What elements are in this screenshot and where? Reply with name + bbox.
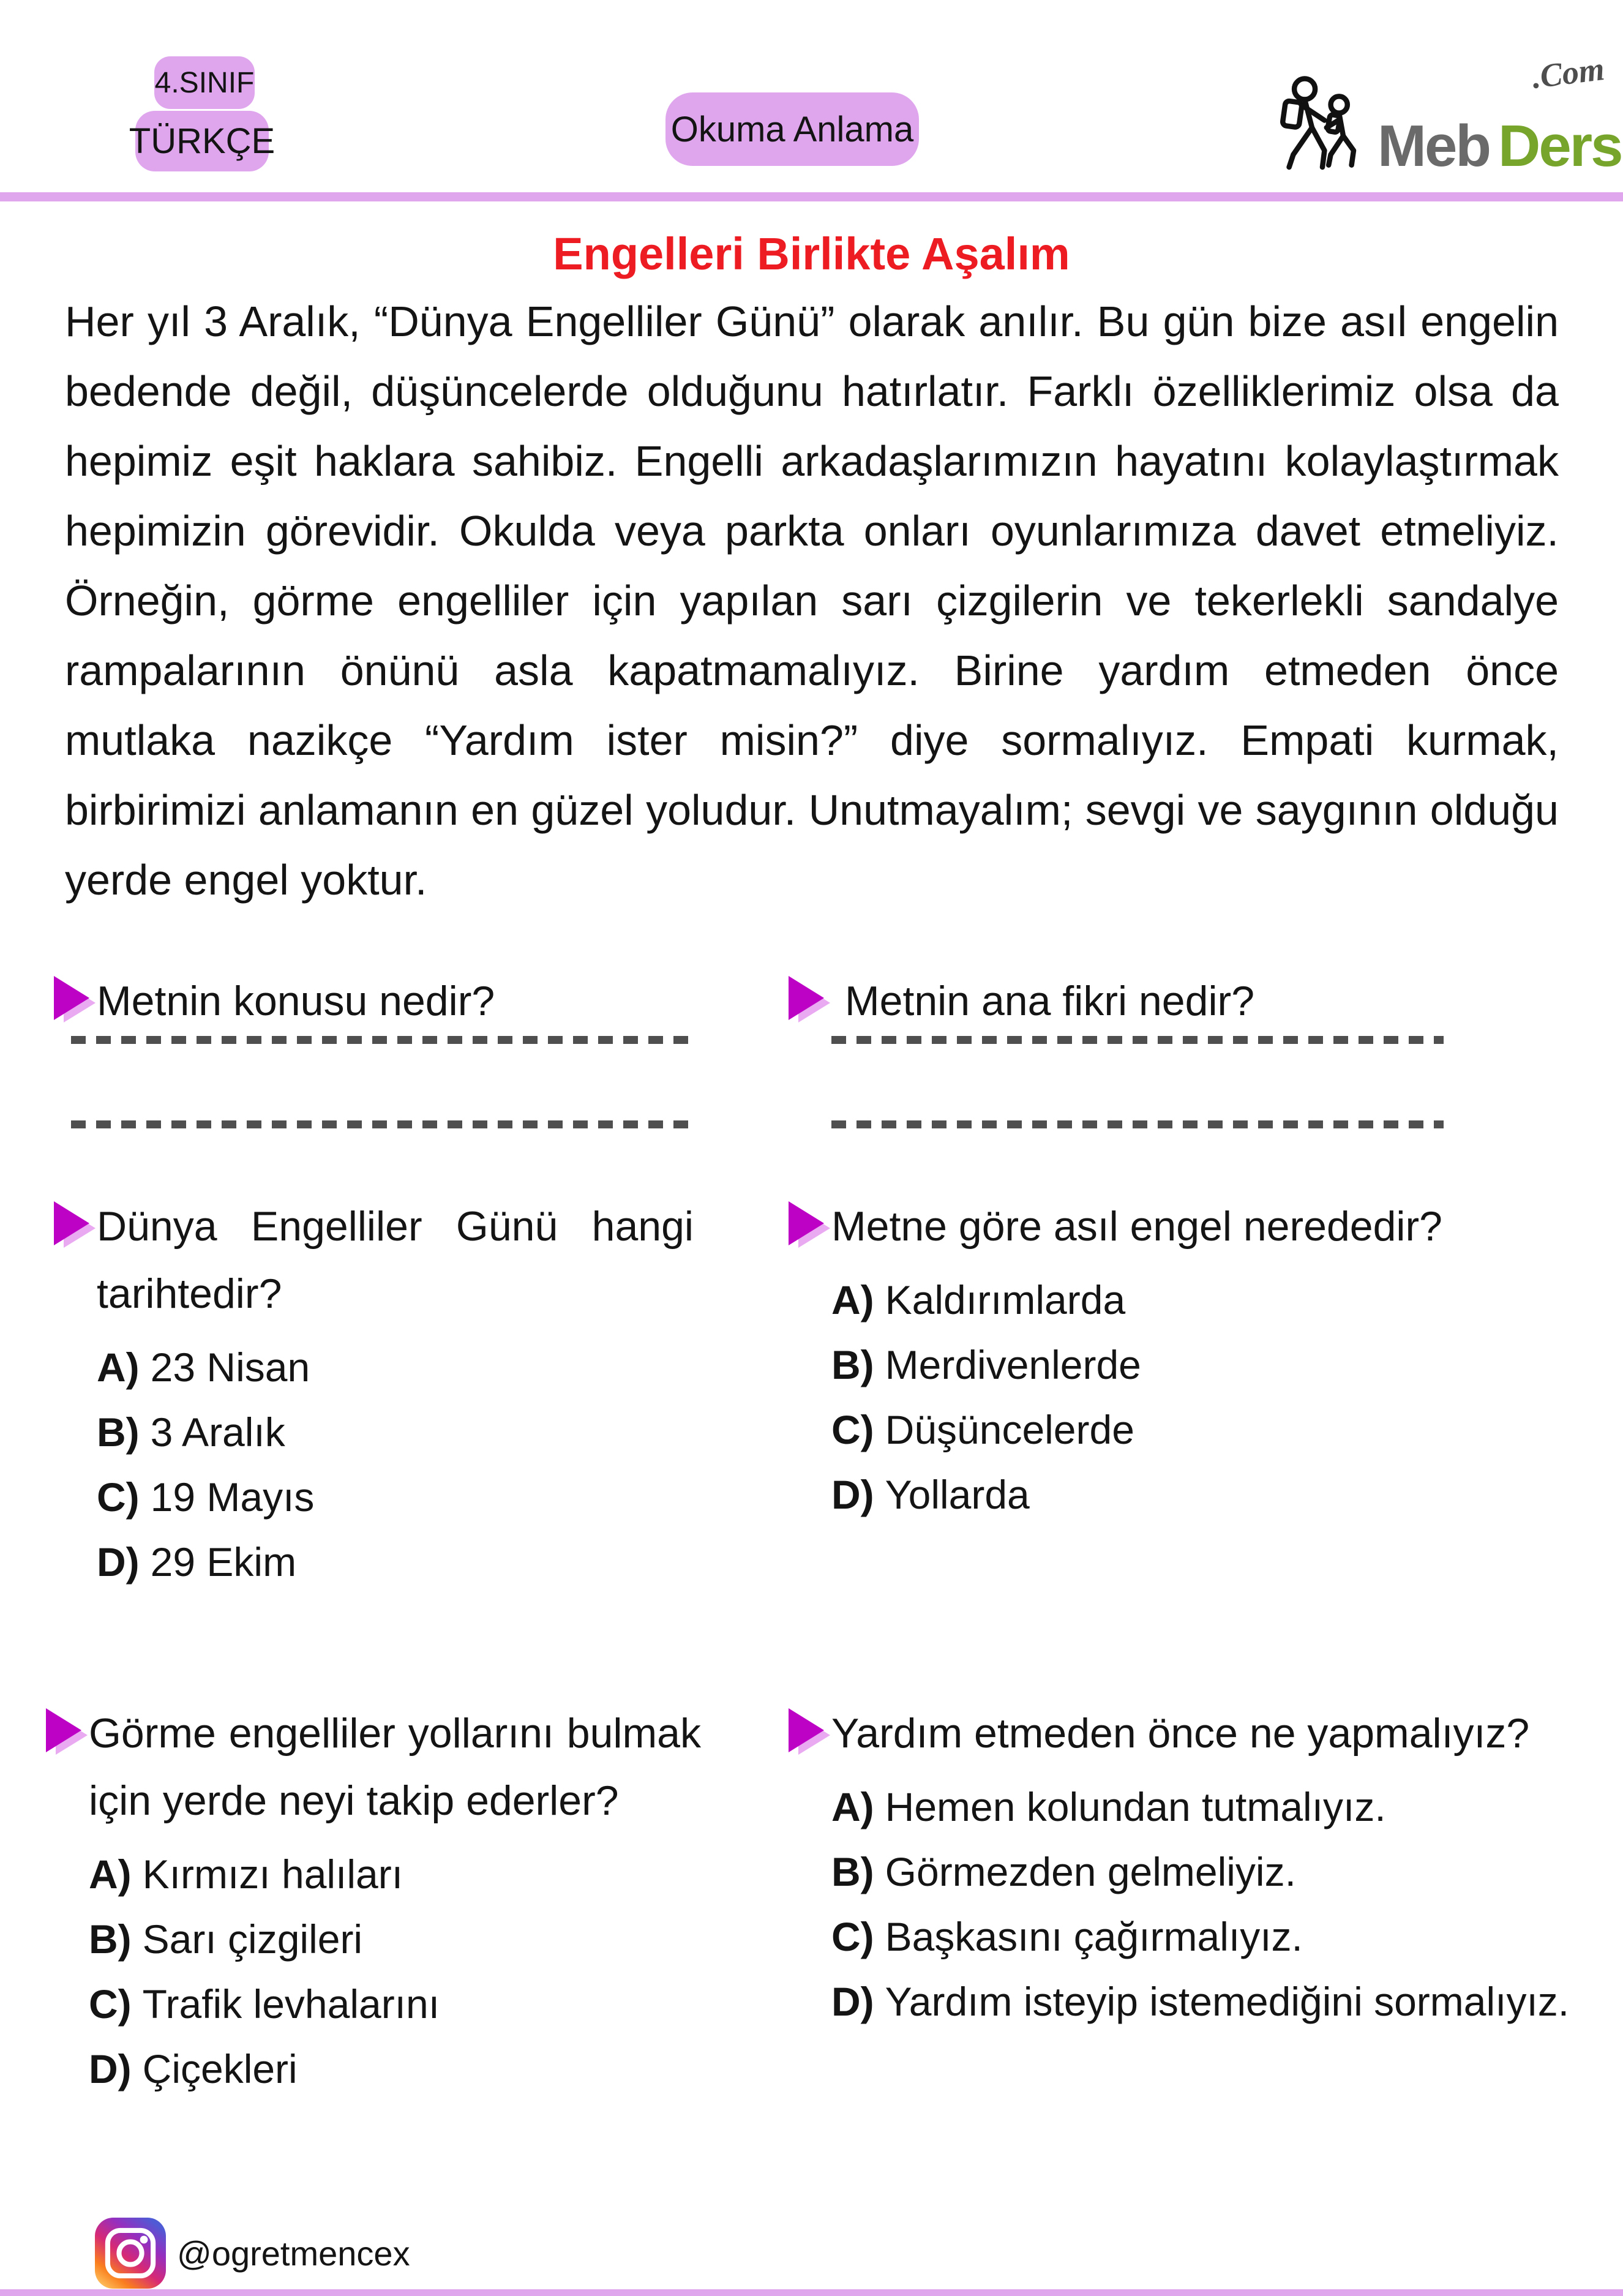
option-a: A) Kırmızı halıları bbox=[89, 1851, 403, 1897]
arrow-bullet-icon bbox=[789, 1708, 841, 1758]
header-separator bbox=[0, 192, 1623, 201]
options-list bbox=[46, 1842, 701, 2101]
arrow-bullet-icon bbox=[789, 976, 841, 1026]
answer-line bbox=[71, 1120, 689, 1128]
grade-badge: 4.SINIF bbox=[154, 56, 255, 109]
instagram-icon[interactable] bbox=[95, 2215, 166, 2292]
option-b: B) Merdivenlerde bbox=[831, 1342, 1141, 1387]
question-label: Metne göre asıl engel nerededir? bbox=[831, 1203, 1442, 1250]
option-c: C) 19 Mayıs bbox=[97, 1474, 315, 1520]
topic-badge: Okuma Anlama bbox=[665, 92, 919, 166]
answer-line bbox=[831, 1120, 1444, 1128]
footer bbox=[95, 2213, 410, 2293]
option-c: C) Düşüncelerde bbox=[831, 1407, 1134, 1452]
option-a: A) Hemen kolundan tutmalıyız. bbox=[831, 1784, 1386, 1829]
logo-com-text: .Com bbox=[1530, 50, 1607, 96]
mebders-logo bbox=[1270, 50, 1622, 184]
arrow-bullet-icon bbox=[54, 976, 107, 1026]
walking-figures-icon bbox=[1270, 73, 1374, 178]
subject-badge: TÜRKÇE bbox=[135, 111, 269, 171]
arrow-bullet-icon bbox=[789, 1201, 841, 1251]
question-label: Metnin ana fikri nedir? bbox=[845, 978, 1255, 1024]
option-c: C) Başkasını çağırmalıyız. bbox=[831, 1914, 1303, 1959]
question-label: Görme engelliler yollarını bulmak için yerde neyi takip ederler? bbox=[89, 1710, 701, 1824]
option-d: D) Yollarda bbox=[831, 1472, 1030, 1517]
question-block-3 bbox=[54, 1193, 694, 1594]
question-block-4 bbox=[789, 1193, 1563, 1527]
option-c: C) Trafik levhalarını bbox=[89, 1981, 440, 2027]
option-d: D) Çiçekleri bbox=[89, 2046, 298, 2092]
options-list bbox=[54, 1335, 694, 1594]
footer-separator bbox=[0, 2289, 1623, 2296]
option-b: B) Görmezden gelmeliyiz. bbox=[831, 1849, 1296, 1894]
question-label: Metnin konusu nedir? bbox=[97, 978, 495, 1024]
option-d: D) 29 Ekim bbox=[97, 1539, 297, 1585]
question-block-1 bbox=[54, 967, 694, 1151]
option-a: A) 23 Nisan bbox=[97, 1345, 310, 1390]
question-block-2 bbox=[789, 967, 1456, 1151]
answer-line bbox=[831, 1036, 1444, 1044]
option-b: B) Sarı çizgileri bbox=[89, 1916, 363, 1962]
page-title: Engelleri Birlikte Aşalım bbox=[553, 228, 1070, 279]
logo-text: Meb Ders bbox=[1377, 113, 1622, 179]
question-label: Yardım etmeden önce ne yapmalıyız? bbox=[831, 1710, 1530, 1757]
passage-text: Her yıl 3 Aralık, “Dünya Engelliler Günü” olarak anılır. Bu gün bize asıl engelin bedende değil, düşüncelerde olduğunu hatırlatır. Farklı özelliklerimiz olsa da hepimiz eşit haklara sahibiz. Engelli arkadaşlarımızın hayatını kolaylaştırmak hepimizin görevidir. Okulda veya parkta onları oyunlarımıza davet etmeliyiz. Örneğin, görme engelliler için yapılan sarı çizgilerin ve tekerlekli sandalye rampalarının önünü asla kapatmamalıyız. Birine yardım etmeden önce mutlaka nazikçe “Yardım ister misin?” diye sormalıyız. Empati kurmak, birbirimizi anlamanın en güzel yoludur. Unutmayalım; sevgi ve saygının olduğu yerde engel yoktur. bbox=[65, 298, 1559, 904]
option-a: A) Kaldırımlarda bbox=[831, 1277, 1126, 1322]
answer-line bbox=[71, 1036, 689, 1044]
question-label: Dünya Engelliler Günü hangi tarihtedir? bbox=[97, 1203, 694, 1317]
arrow-bullet-icon bbox=[46, 1708, 99, 1758]
question-block-5 bbox=[46, 1700, 701, 2101]
options-list bbox=[789, 1774, 1575, 2034]
question-block-6 bbox=[789, 1700, 1575, 2034]
instagram-handle[interactable]: @ogretmencex bbox=[177, 2234, 410, 2273]
options-list bbox=[789, 1267, 1563, 1527]
option-b: B) 3 Aralık bbox=[97, 1409, 285, 1455]
arrow-bullet-icon bbox=[54, 1201, 107, 1251]
option-d: D) Yardım isteyip istemediğini sormalıyız. bbox=[831, 1979, 1570, 2024]
